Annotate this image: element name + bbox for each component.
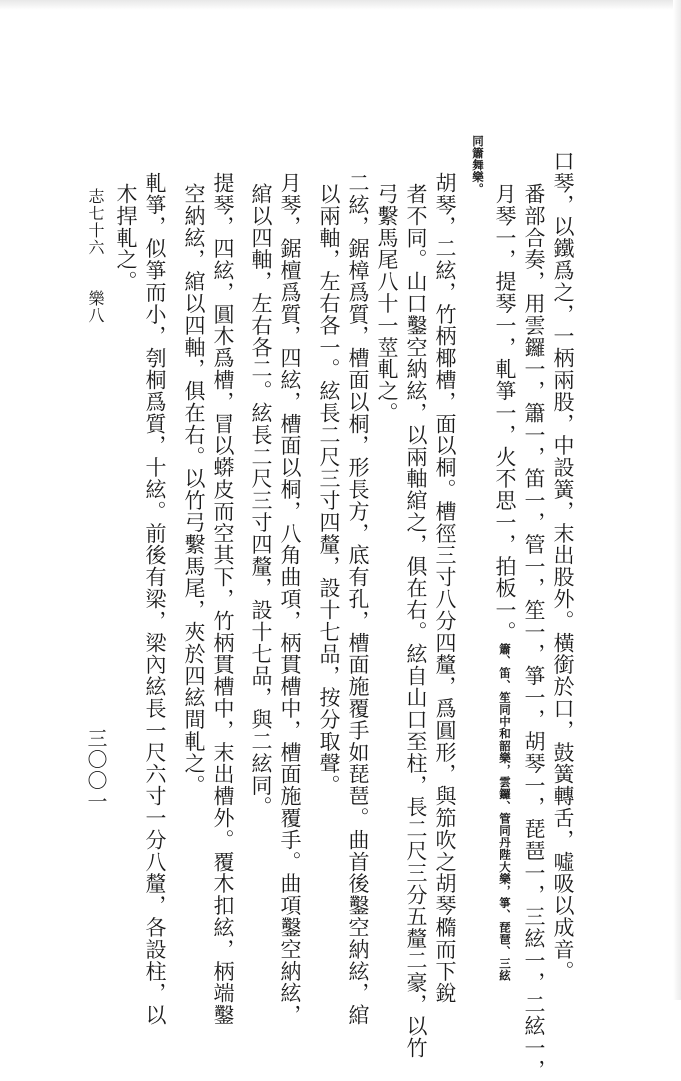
text-column-8: 二絃，鋸樟爲質，槽面以桐，形長方，底有孔，槽面施覆手如琵琶。曲首後鑿空納絃，綰: [346, 150, 370, 1026]
running-head-section: 樂八: [86, 290, 105, 324]
text-column-12: 提琴，四絃，圓木爲槽，冒以蟒皮而空其下，竹柄貫槽中，末出槽外。覆木扣絃，柄端鑿: [211, 150, 235, 1026]
page-edge-shadow-top: [0, 0, 681, 10]
text-column-14: 軋箏，似箏而小，刳桐爲質，十絃。前後有梁，梁內絃長一尺六寸一分八釐，各設柱，以: [143, 150, 167, 1026]
page-number: 三〇〇一: [84, 728, 108, 812]
text-column-9: 以兩軸，左右各一。絃長二尺三寸四釐，設十七品，按分取聲。: [317, 183, 341, 797]
text-column-7: 弓繫馬尾八十一莖軋之。: [375, 183, 399, 424]
inline-annotation: 簫、笛、笙同中和韶樂，雲鑼、管同丹陛大樂，箏、琵琶、三絃: [498, 642, 512, 982]
text-column-2: 番部合奏，用雲鑼一，簫一，笛一，管一，笙一，箏一，胡琴一，琵琶一，三絃一，二絃一，: [522, 183, 546, 1081]
text-column-11: 綰以四軸，左右各二。絃長二尺三寸四釐，設十七品，與二絃同。: [249, 183, 273, 819]
text-column-10: 月琴，鋸檀爲質，四絃，槽面以桐，八角曲項，柄貫槽中，槽面施覆手。曲項鑿空納絃，: [278, 150, 302, 1026]
text-column-13: 空納絃，綰以四軸，俱在右。以竹弓繫馬尾，夾於四絃間軋之。: [182, 183, 206, 797]
text-column-1: 口琴，以鐵爲之，一柄兩股，中設簧，末出股外。橫銜於口，鼓簧轉舌，噓吸以成音。: [551, 150, 575, 983]
text-column-5: 胡琴，二絃，竹柄椰槽，面以桐。槽徑三寸八分四釐，爲圓形，與笳吹之胡琴橢而下銳: [433, 150, 457, 1005]
text-column-15: 木捍軋之。: [114, 183, 138, 293]
text-column-3: 月琴一，提琴一，軋箏一，火不思一，拍板一。簫、笛、笙同中和韶樂，雲鑼、管同丹陛大樂，箏、琵琶、三絃: [493, 183, 517, 982]
running-head-volume: 志七十六: [86, 188, 105, 256]
text-column-6: 者不同。山口鑿空納絃，以兩軸綰之，俱在右。絃自山口至柱，長二尺三分五釐二豪，以竹: [404, 183, 428, 1059]
page-edge-shadow-right: [673, 0, 681, 1000]
text-column-4: 同簫舞樂。: [471, 135, 485, 195]
